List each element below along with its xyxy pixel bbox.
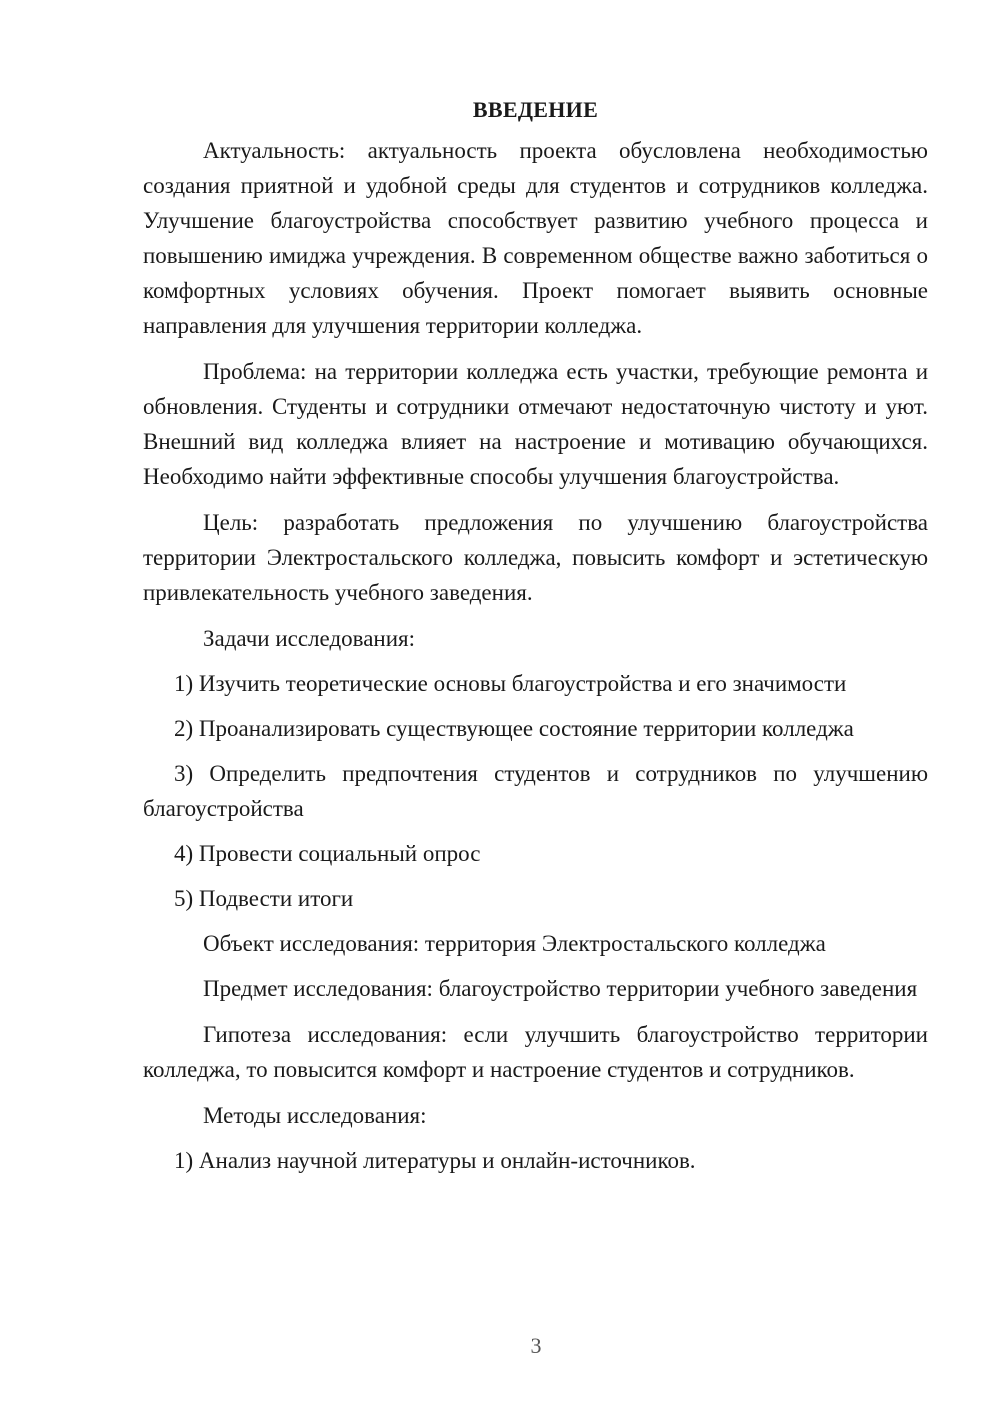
relevance-paragraph: Актуальность: актуальность проекта обусловлена необходимостью создания приятной и удобной среды для студентов и сотрудников колледжа. Улучшение благоустройства способствует развитию учебного процесса и повышению имиджа учреждения. В современном обществе важно заботиться о комфортных условиях обучения. Проект помогает выявить основные направления для улучшения территории колледжа. — [143, 138, 928, 338]
subject-paragraph: Предмет исследования: благоустройство территории учебного заведения — [203, 976, 918, 1001]
task-item: 1) Изучить теоретические основы благоустройства и его значимости — [174, 671, 847, 696]
page-number: 3 — [530, 1333, 542, 1358]
goal-paragraph: Цель: разработать предложения по улучшению благоустройства территории Электростальского колледжа, повысить комфорт и эстетическую привлекательность учебного заведения. — [143, 510, 928, 605]
method-item: 1) Анализ научной литературы и онлайн-источников. — [174, 1148, 696, 1173]
document-page — [143, 92, 928, 1188]
task-item: 5) Подвести итоги — [174, 886, 354, 911]
task-item: 3) Определить предпочтения студентов и сотрудников по улучшению благоустройства — [143, 761, 928, 821]
tasks-label: Задачи исследования: — [203, 626, 416, 651]
task-item: 2) Проанализировать существующее состояние территории колледжа — [174, 716, 854, 741]
page-title: ВВЕДЕНИЕ — [472, 97, 599, 122]
hypothesis-paragraph: Гипотеза исследования: если улучшить благоустройство территории колледжа, то повысится комфорт и настроение студентов и сотрудников. — [143, 1022, 928, 1082]
task-item: 4) Провести социальный опрос — [174, 841, 481, 866]
problem-paragraph: Проблема: на территории колледжа есть участки, требующие ремонта и обновления. Студенты и сотрудники отмечают недостаточную чистоту и уют. Внешний вид колледжа влияет на настроение и мотивацию обучающихся. Необходимо найти эффективные способы улучшения благоустройства. — [143, 359, 928, 489]
object-line: Объект исследования: территория Электростальского колледжа — [203, 931, 826, 956]
methods-label: Методы исследования: — [203, 1103, 427, 1128]
